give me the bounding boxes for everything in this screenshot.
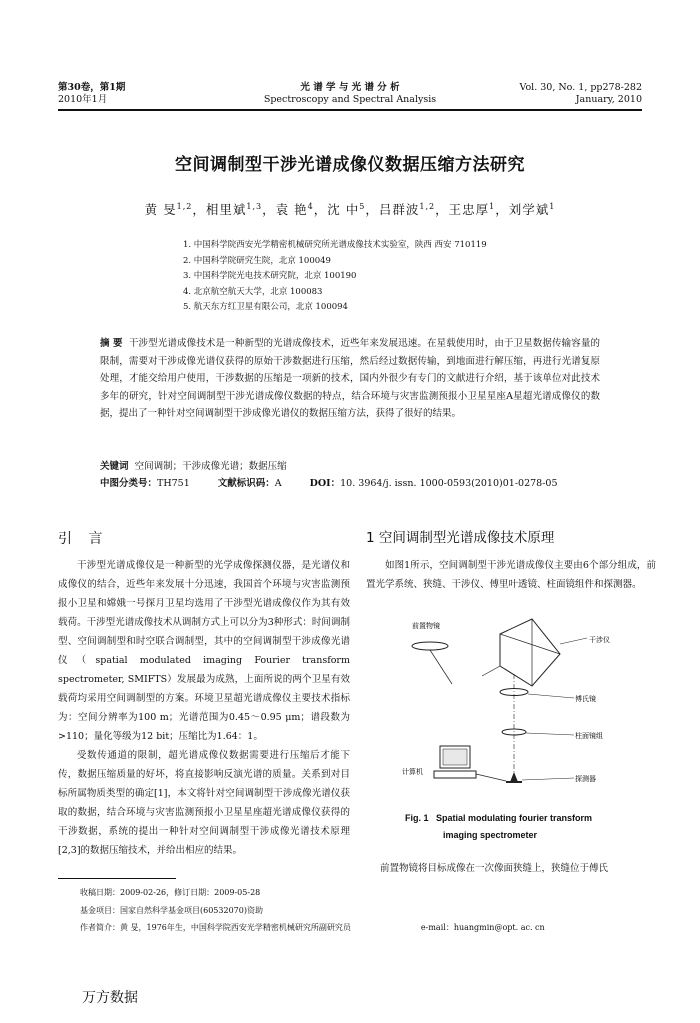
section1-paragraph-1: 如图1所示，空间调制型干涉光谱成像仪主要由6个部分组成，前置光学系统、狭缝、干涉仪、傅里叶透镜、柱面镜组件和探测器。: [366, 560, 656, 590]
interferometer-icon: [482, 619, 560, 686]
intro-heading: 引 言: [58, 531, 109, 547]
caption-line-1: Spatial modulating fourier transform: [436, 813, 593, 823]
section1-heading: 1 空间调制型光谱成像技术原理: [366, 530, 555, 546]
front-lens-label: 前置物镜: [412, 622, 440, 630]
volume-issue: 第30卷，第1期: [58, 82, 126, 93]
computer-icon: [434, 746, 506, 781]
paper-title: 空间调制型干涉光谱成像仪数据压缩方法研究: [175, 155, 525, 175]
clc-value: TH751: [157, 478, 190, 489]
doi-label: DOI：: [309, 478, 341, 489]
intro-paragraph-2: 受数传通道的限制，超光谱成像仪数据需要进行压缩后才能下传，数据压缩质量的好坏，将直接影响反演光谱的质量。关系到对目标所属物质类型的确定[1]，本文将针对空间调制型干涉成像光谱仪获取的数据，结合环境与灾害监测预报小卫星星座超光谱成像仪获得的干涉数据，系统的提出一种针对空间调制型干涉成像光谱技术原理[2,3]的数据压缩技术，并给出相应的结果。: [58, 750, 350, 856]
cylindrical-lens-label: 柱面镜组: [575, 732, 603, 740]
affiliation: 5. 航天东方红卫星有限公司，北京 100094: [183, 302, 348, 313]
abstract: [100, 335, 600, 423]
section1-body: [366, 556, 656, 594]
received-date: 收稿日期：2009-02-26，修订日期：2009-05-28: [80, 888, 261, 897]
author: 袁 艳$^4$: [275, 201, 314, 217]
computer-label: 计算机: [402, 768, 423, 776]
interferometer-label: 干涉仪: [589, 636, 610, 644]
header-rule: [58, 109, 642, 111]
abstract-text: 干涉型光谱成像技术是一种新型的光谱成像技术，近些年来发展迅速。在星载使用时，由于卫星数据传输容量的限制，需要对干涉成像光谱仪获得的原始干涉数据进行压缩，然后经过数据传输，到地面进行解压缩，再进行光谱复原处理，才能交给用户使用，干涉数据的压缩是一项新的技术，国内外很少有专门的文献进行介绍，基于该单位对此技术多年的研究，针对空间调制型干涉光谱成像仪数据的特点，结合环境与灾害监测预报小卫星星座A星超光谱成像仪的数据，提出了一种针对空间调制型干涉成像光谱仪的数据压缩方法，获得了很好的结果。: [100, 338, 600, 419]
doc-code-label: 文献标识码：: [217, 478, 275, 489]
detector-label: 探测器: [575, 775, 596, 783]
author-list: 黄 旻$^{1,2}$，相里斌$^{1,3}$，袁 艳$^4$，沈 中$^5$，吕群波$^{1,2}$，王忠厚$^1$，刘学斌$^1$: [144, 201, 556, 217]
affiliation: 2. 中国科学院研究生院，北京 100049: [183, 255, 331, 266]
figure-1-diagram: [382, 614, 642, 799]
footnotes: [80, 884, 545, 937]
affiliations: [183, 238, 487, 316]
keywords: [100, 458, 287, 475]
affiliation: 3. 中国科学院光电技术研究院，北京 100190: [183, 271, 357, 282]
classification-line: [100, 475, 600, 492]
intro-paragraph-1: 干涉型光谱成像仪是一种新型的光学成像探测仪器，是光谱仪和成像仪的结合，近些年来发展十分迅速，我国首个环境与灾害监测预报小卫星和嫦娥一号探月卫星均选用了干涉型光谱成像仪作为其有效载荷。干涉型光谱成像技术从调制方式上可以分为3种形式：时间调制型、空间调制型和时空联合调制型，其中的空间调制型干涉成像光谱仪（spatial modulated imaging Fourier transform spectrometer, SMIFTS）发展最为成熟，上面所说的两个卫星有效载荷均采用空间调制型的方案。环境卫星超光谱成像仪主要技术指标为：空间分辨率为100 m；光谱范围为0.45～0.95 μm；谱段数为>110；量化等级为12 bit；压缩比为1.64：1。: [58, 560, 350, 742]
caption-line-2: imaging spectrometer: [443, 830, 538, 840]
author: 王忠厚$^1$: [448, 201, 496, 217]
journal-name-cn: 光 谱 学 与 光 谱 分 析: [300, 82, 400, 93]
author: 沈 中$^5$: [327, 201, 366, 217]
author-email: e-mail：huangmin@opt. ac. cn: [420, 923, 545, 932]
journal-name-en: Spectroscopy and Spectral Analysis: [263, 94, 437, 105]
abstract-label: 摘 要: [100, 338, 123, 349]
keywords-text: 空间调制；干涉成像光谱；数据压缩: [134, 461, 287, 472]
journal-volume-info: [58, 82, 125, 106]
caption-label: Fig. 1: [405, 813, 429, 823]
author: 刘学斌$^1$: [508, 201, 556, 217]
figure-1-caption: [405, 810, 592, 844]
fund-info: 基金项目：国家自然科学基金项目(60532070)资助: [80, 905, 263, 915]
author-bio: 作者简介：黄 旻，1976年生，中国科学院西安光学精密机械研究所副研究员 e-mail：huangmin@opt. ac. cn: [80, 919, 545, 937]
light-path: [430, 650, 452, 684]
author: 相里斌$^{1,3}$: [205, 201, 263, 217]
affiliation: 4. 北京航空航天大学，北京 100083: [183, 286, 323, 297]
doc-code-value: A: [274, 478, 282, 489]
author: 吕群波$^{1,2}$: [378, 201, 436, 217]
front-lens-icon: [412, 642, 448, 650]
issue-date-en: January, 2010: [575, 94, 642, 105]
journal-name: [200, 82, 500, 106]
clc-label: 中图分类号：: [100, 478, 158, 489]
intro-body: [58, 556, 350, 860]
doi-value: 10. 3964/j. issn. 1000-0593(2010)01-0278-05: [340, 478, 558, 489]
detector-icon: [506, 772, 522, 782]
watermark: 万方数据: [82, 990, 138, 1006]
keywords-label: 关键词: [100, 461, 129, 472]
footnote-rule: [58, 878, 176, 879]
section1-paragraph-2: 前置物镜将目标成像在一次像面狭缝上，狭缝位于傅氏: [380, 863, 609, 874]
volume-pages: Vol. 30, No. 1, pp278-282: [519, 82, 642, 93]
issue-date-cn: 2010年1月: [58, 94, 108, 105]
author: 黄 旻$^{1,2}$: [144, 201, 193, 217]
affiliation: 1. 中国科学院西安光学精密机械研究所光谱成像技术实验室，陕西 西安 710119: [183, 240, 487, 250]
journal-page-info: [519, 82, 642, 106]
fourier-lens-label: 傅氏镜: [575, 695, 596, 703]
